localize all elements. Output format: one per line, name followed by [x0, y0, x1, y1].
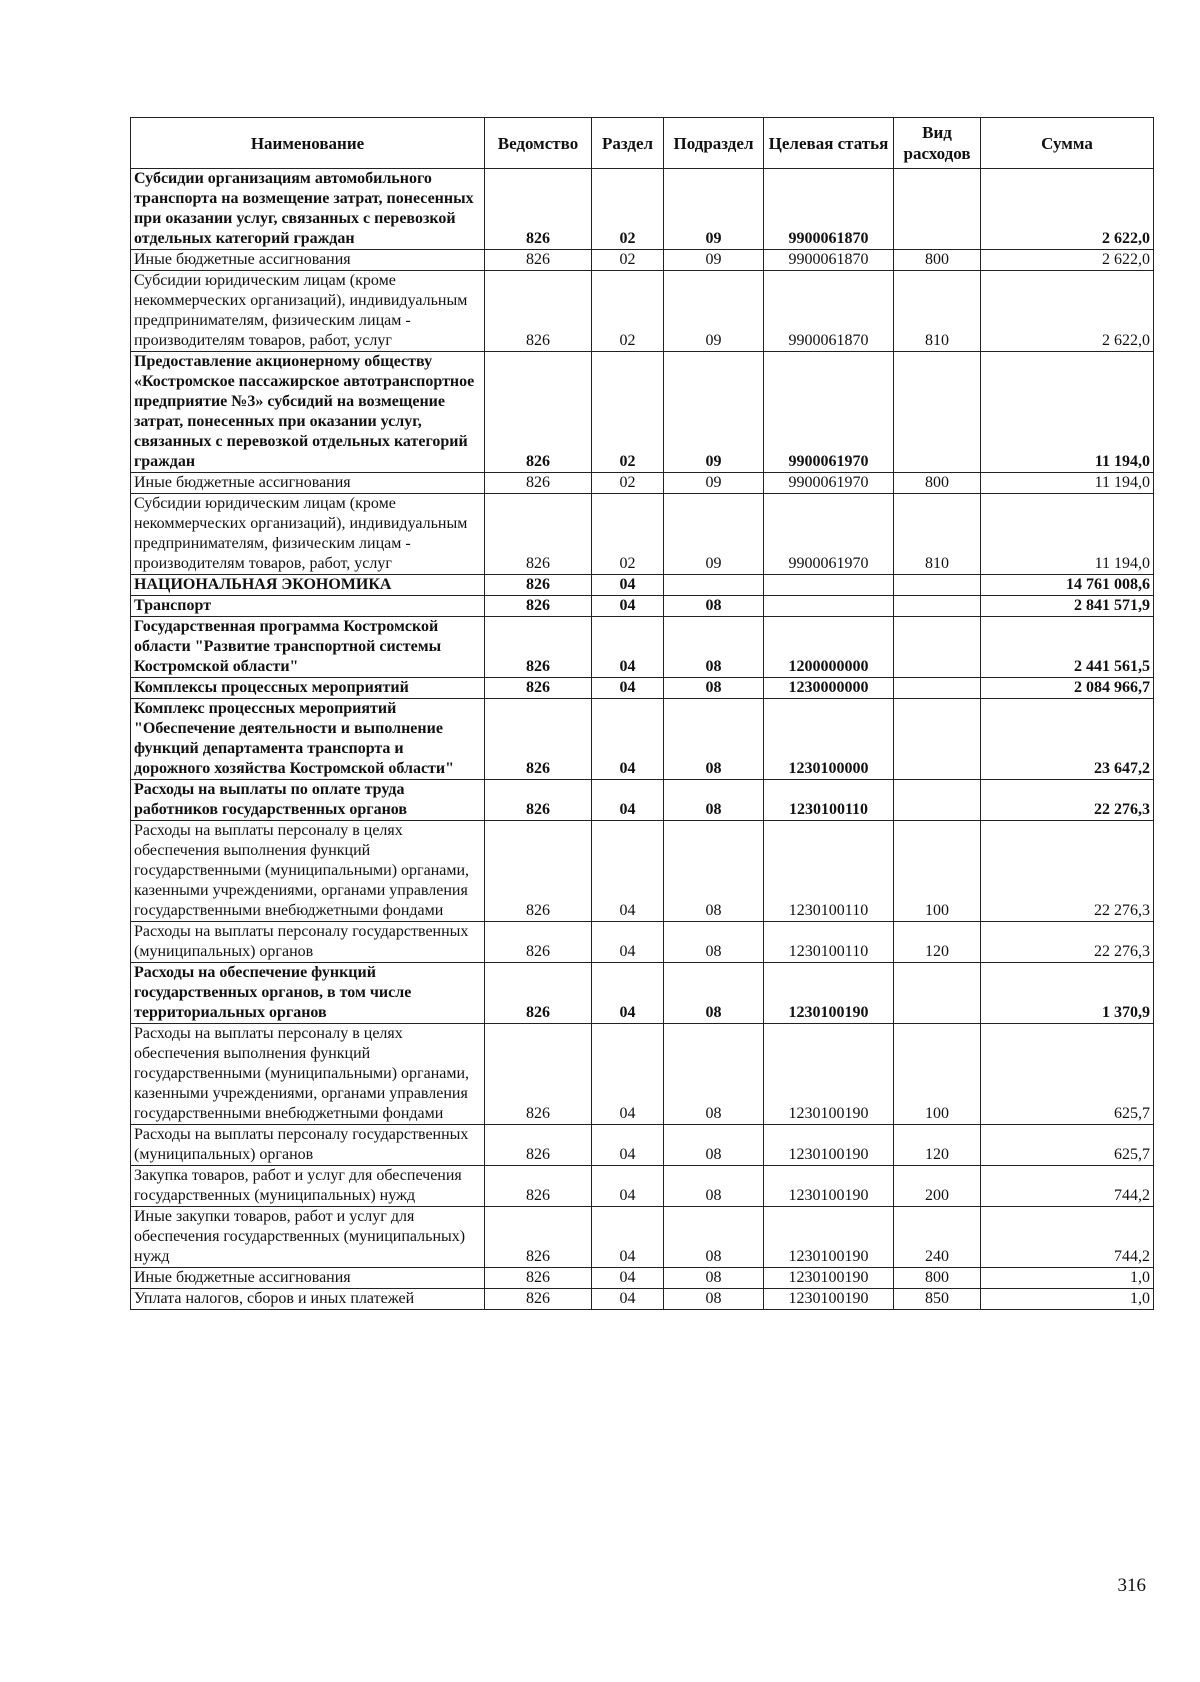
cell-expense-type: 240	[894, 1207, 981, 1268]
cell-name: Расходы на обеспечение функций государственных органов, в том числе территориальных органов	[131, 963, 485, 1024]
cell-target-article: 9900061970	[764, 473, 894, 494]
cell-name: Предоставление акционерному обществу «Костромское пассажирское автотранспортное предприятие №3» субсидий на возмещение затрат, понесенных при оказании услуг, связанных с перевозкой отдельных категорий граждан	[131, 352, 485, 473]
cell-expense-type	[894, 352, 981, 473]
cell-expense-type	[894, 575, 981, 596]
cell-expense-type	[894, 596, 981, 617]
cell-name: Государственная программа Костромской области "Развитие транспортной системы Костромской области"	[131, 617, 485, 678]
cell-podrazdel: 09	[664, 473, 764, 494]
table-row	[131, 169, 1154, 250]
cell-expense-type: 800	[894, 473, 981, 494]
cell-vedomstvo: 826	[485, 1125, 592, 1166]
cell-name: Иные бюджетные ассигнования	[131, 473, 485, 494]
cell-sum: 625,7	[981, 1125, 1154, 1166]
table-row	[131, 963, 1154, 1024]
cell-sum: 22 276,3	[981, 821, 1154, 922]
cell-target-article	[764, 575, 894, 596]
header-vedomstvo: Ведомство	[485, 118, 592, 169]
cell-razdel: 04	[592, 1268, 664, 1289]
cell-name: Иные бюджетные ассигнования	[131, 1268, 485, 1289]
cell-razdel: 04	[592, 596, 664, 617]
table-row	[131, 821, 1154, 922]
cell-target-article: 1230100190	[764, 1024, 894, 1125]
table-row	[131, 1125, 1154, 1166]
cell-vedomstvo: 826	[485, 575, 592, 596]
cell-vedomstvo: 826	[485, 821, 592, 922]
cell-podrazdel: 09	[664, 271, 764, 352]
cell-vedomstvo: 826	[485, 617, 592, 678]
cell-vedomstvo: 826	[485, 169, 592, 250]
cell-vedomstvo: 826	[485, 678, 592, 699]
table-header-row	[131, 118, 1154, 169]
table-row	[131, 780, 1154, 821]
header-sum: Сумма	[981, 118, 1154, 169]
table-row	[131, 271, 1154, 352]
cell-podrazdel: 08	[664, 1289, 764, 1310]
cell-podrazdel: 08	[664, 1125, 764, 1166]
cell-name: Расходы на выплаты по оплате труда работников государственных органов	[131, 780, 485, 821]
cell-razdel: 04	[592, 575, 664, 596]
table-row	[131, 678, 1154, 699]
cell-podrazdel: 09	[664, 494, 764, 575]
cell-podrazdel: 08	[664, 617, 764, 678]
cell-vedomstvo: 826	[485, 922, 592, 963]
table-row	[131, 494, 1154, 575]
cell-vedomstvo: 826	[485, 1207, 592, 1268]
cell-expense-type: 120	[894, 922, 981, 963]
cell-expense-type: 800	[894, 1268, 981, 1289]
cell-podrazdel: 08	[664, 1024, 764, 1125]
table-row	[131, 250, 1154, 271]
cell-razdel: 02	[592, 271, 664, 352]
table-row	[131, 1207, 1154, 1268]
header-podrazdel: Подраздел	[664, 118, 764, 169]
cell-target-article: 1230100110	[764, 821, 894, 922]
cell-razdel: 04	[592, 963, 664, 1024]
cell-target-article: 9900061870	[764, 271, 894, 352]
header-target-article: Целевая статья	[764, 118, 894, 169]
cell-vedomstvo: 826	[485, 596, 592, 617]
cell-podrazdel	[664, 575, 764, 596]
table-row	[131, 922, 1154, 963]
cell-expense-type: 120	[894, 1125, 981, 1166]
table-row	[131, 352, 1154, 473]
cell-expense-type: 810	[894, 271, 981, 352]
table-row	[131, 699, 1154, 780]
cell-expense-type	[894, 780, 981, 821]
cell-vedomstvo: 826	[485, 473, 592, 494]
cell-name: Расходы на выплаты персоналу в целях обеспечения выполнения функций государственными (муниципальными) органами, казенными учреждениями, органами управления государственными внебюджетными фондами	[131, 821, 485, 922]
cell-expense-type	[894, 169, 981, 250]
cell-expense-type: 800	[894, 250, 981, 271]
cell-name: Субсидии организациям автомобильного транспорта на возмещение затрат, понесенных при оказании услуг, связанных с перевозкой отдельных категорий граждан	[131, 169, 485, 250]
cell-expense-type: 100	[894, 821, 981, 922]
cell-vedomstvo: 826	[485, 250, 592, 271]
cell-podrazdel: 08	[664, 596, 764, 617]
cell-sum: 23 647,2	[981, 699, 1154, 780]
table-row	[131, 473, 1154, 494]
cell-sum: 625,7	[981, 1024, 1154, 1125]
cell-vedomstvo: 826	[485, 1268, 592, 1289]
cell-name: Иные бюджетные ассигнования	[131, 250, 485, 271]
cell-expense-type	[894, 678, 981, 699]
cell-vedomstvo: 826	[485, 1166, 592, 1207]
cell-podrazdel: 09	[664, 169, 764, 250]
cell-razdel: 02	[592, 169, 664, 250]
cell-name: Закупка товаров, работ и услуг для обеспечения государственных (муниципальных) нужд	[131, 1166, 485, 1207]
cell-name: Расходы на выплаты персоналу государственных (муниципальных) органов	[131, 922, 485, 963]
cell-expense-type: 850	[894, 1289, 981, 1310]
cell-podrazdel: 09	[664, 250, 764, 271]
cell-razdel: 04	[592, 1125, 664, 1166]
cell-podrazdel: 08	[664, 922, 764, 963]
cell-sum: 2 841 571,9	[981, 596, 1154, 617]
table-row	[131, 1289, 1154, 1310]
cell-sum: 744,2	[981, 1207, 1154, 1268]
cell-target-article: 1230100190	[764, 963, 894, 1024]
cell-name: Иные закупки товаров, работ и услуг для обеспечения государственных (муниципальных) нужд	[131, 1207, 485, 1268]
table-body	[131, 169, 1154, 1310]
table-row	[131, 1268, 1154, 1289]
cell-podrazdel: 08	[664, 780, 764, 821]
cell-expense-type	[894, 699, 981, 780]
cell-razdel: 02	[592, 352, 664, 473]
cell-sum: 14 761 008,6	[981, 575, 1154, 596]
cell-sum: 22 276,3	[981, 780, 1154, 821]
table-row	[131, 596, 1154, 617]
cell-target-article: 1230100190	[764, 1268, 894, 1289]
cell-vedomstvo: 826	[485, 1289, 592, 1310]
header-name: Наименование	[131, 118, 485, 169]
cell-podrazdel: 08	[664, 1166, 764, 1207]
cell-name: Комплексы процессных мероприятий	[131, 678, 485, 699]
cell-target-article	[764, 596, 894, 617]
cell-razdel: 04	[592, 1024, 664, 1125]
cell-target-article: 9900061870	[764, 169, 894, 250]
cell-sum: 2 622,0	[981, 250, 1154, 271]
cell-vedomstvo: 826	[485, 699, 592, 780]
cell-expense-type: 810	[894, 494, 981, 575]
cell-sum: 11 194,0	[981, 473, 1154, 494]
cell-sum: 744,2	[981, 1166, 1154, 1207]
cell-target-article: 1230100110	[764, 922, 894, 963]
cell-podrazdel: 08	[664, 1268, 764, 1289]
cell-target-article: 1230100190	[764, 1166, 894, 1207]
budget-table	[130, 117, 1154, 1310]
cell-vedomstvo: 826	[485, 1024, 592, 1125]
cell-name: Уплата налогов, сборов и иных платежей	[131, 1289, 485, 1310]
table-row	[131, 575, 1154, 596]
cell-sum: 1,0	[981, 1268, 1154, 1289]
cell-expense-type	[894, 617, 981, 678]
cell-target-article: 9900061970	[764, 352, 894, 473]
cell-sum: 2 622,0	[981, 271, 1154, 352]
cell-razdel: 04	[592, 922, 664, 963]
cell-sum: 1 370,9	[981, 963, 1154, 1024]
cell-expense-type	[894, 963, 981, 1024]
cell-expense-type: 100	[894, 1024, 981, 1125]
cell-target-article: 1200000000	[764, 617, 894, 678]
cell-sum: 1,0	[981, 1289, 1154, 1310]
cell-razdel: 04	[592, 678, 664, 699]
table-row	[131, 1166, 1154, 1207]
header-razdel: Раздел	[592, 118, 664, 169]
header-expense-type: Вид расходов	[894, 118, 981, 169]
cell-sum: 2 622,0	[981, 169, 1154, 250]
cell-name: Субсидии юридическим лицам (кроме некоммерческих организаций), индивидуальным предпринимателям, физическим лицам - производителям товаров, работ, услуг	[131, 494, 485, 575]
cell-target-article: 1230100110	[764, 780, 894, 821]
table-row	[131, 617, 1154, 678]
cell-expense-type: 200	[894, 1166, 981, 1207]
cell-name: Субсидии юридическим лицам (кроме некоммерческих организаций), индивидуальным предпринимателям, физическим лицам - производителям товаров, работ, услуг	[131, 271, 485, 352]
cell-target-article: 9900061870	[764, 250, 894, 271]
cell-podrazdel: 08	[664, 821, 764, 922]
cell-razdel: 04	[592, 821, 664, 922]
cell-target-article: 9900061970	[764, 494, 894, 575]
cell-vedomstvo: 826	[485, 780, 592, 821]
cell-name: Расходы на выплаты персоналу государственных (муниципальных) органов	[131, 1125, 485, 1166]
cell-sum: 2 084 966,7	[981, 678, 1154, 699]
cell-razdel: 02	[592, 473, 664, 494]
cell-podrazdel: 09	[664, 352, 764, 473]
cell-razdel: 04	[592, 617, 664, 678]
cell-podrazdel: 08	[664, 678, 764, 699]
cell-razdel: 04	[592, 1289, 664, 1310]
cell-target-article: 1230100190	[764, 1289, 894, 1310]
cell-podrazdel: 08	[664, 963, 764, 1024]
cell-name: Транспорт	[131, 596, 485, 617]
cell-razdel: 04	[592, 699, 664, 780]
table-row	[131, 1024, 1154, 1125]
cell-name: Комплекс процессных мероприятий "Обеспечение деятельности и выполнение функций департамента транспорта и дорожного хозяйства Костромской области"	[131, 699, 485, 780]
cell-target-article: 1230100190	[764, 1207, 894, 1268]
cell-razdel: 02	[592, 250, 664, 271]
cell-razdel: 04	[592, 1207, 664, 1268]
cell-razdel: 04	[592, 1166, 664, 1207]
cell-vedomstvo: 826	[485, 963, 592, 1024]
cell-sum: 11 194,0	[981, 352, 1154, 473]
cell-sum: 22 276,3	[981, 922, 1154, 963]
cell-target-article: 1230100000	[764, 699, 894, 780]
page-number: 316	[1117, 1575, 1146, 1596]
cell-target-article: 1230100190	[764, 1125, 894, 1166]
cell-vedomstvo: 826	[485, 352, 592, 473]
cell-podrazdel: 08	[664, 1207, 764, 1268]
cell-razdel: 04	[592, 780, 664, 821]
cell-sum: 11 194,0	[981, 494, 1154, 575]
cell-name: Расходы на выплаты персоналу в целях обеспечения выполнения функций государственными (муниципальными) органами, казенными учреждениями, органами управления государственными внебюджетными фондами	[131, 1024, 485, 1125]
cell-target-article: 1230000000	[764, 678, 894, 699]
cell-vedomstvo: 826	[485, 494, 592, 575]
cell-podrazdel: 08	[664, 699, 764, 780]
cell-sum: 2 441 561,5	[981, 617, 1154, 678]
cell-vedomstvo: 826	[485, 271, 592, 352]
cell-name: НАЦИОНАЛЬНАЯ ЭКОНОМИКА	[131, 575, 485, 596]
cell-razdel: 02	[592, 494, 664, 575]
